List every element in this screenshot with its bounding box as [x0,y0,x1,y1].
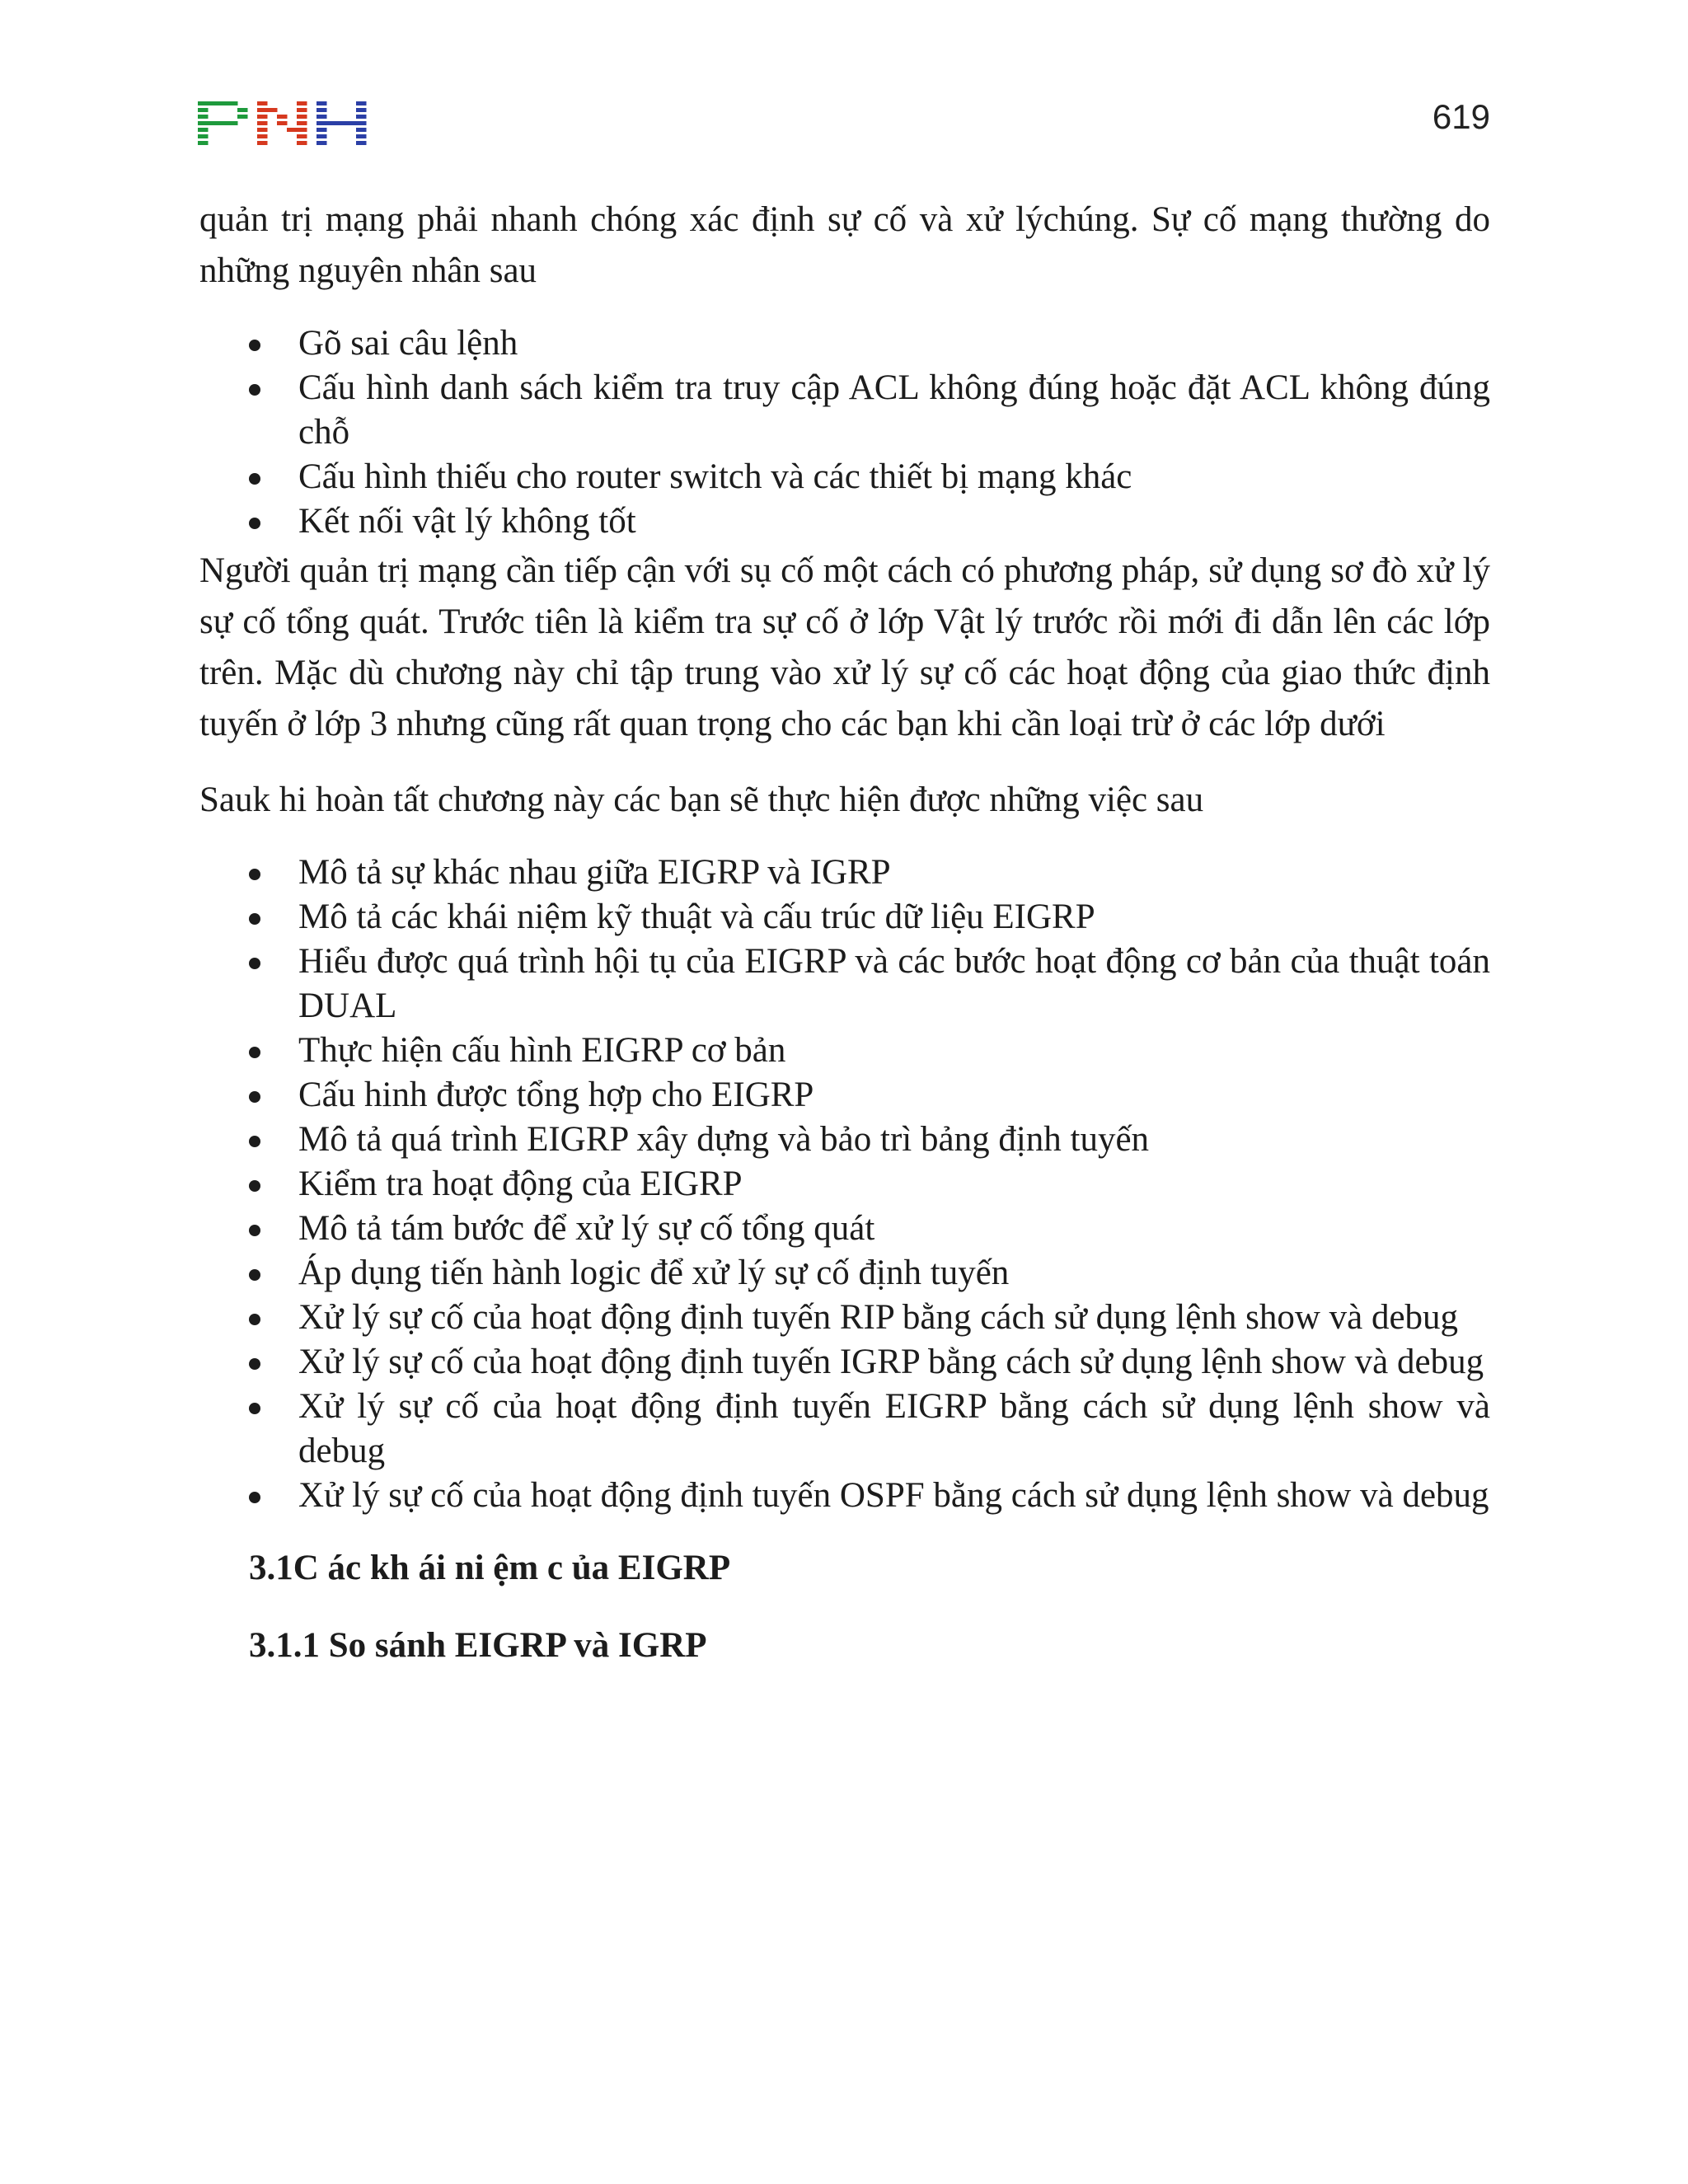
list-item [199,366,1490,455]
logo-stripe [316,108,327,112]
logo-stripe [356,115,367,119]
bullet-icon [249,1136,260,1147]
logo-stripe [198,141,209,145]
list-item-text: Xử lý sự cố của hoạt động định tuyến IGRP bằng cách sử dụng lệnh show và debug [298,1343,1484,1381]
objectives-list [199,851,1490,1518]
logo-stripe [257,121,268,125]
list-item [199,895,1490,940]
bullet-icon [249,1225,260,1236]
list-item-text: Cấu hình thiếu cho router switch và các thiết bị mạng khác [298,457,1132,496]
logo-stripe [198,134,209,138]
approach-paragraph: Người quản trị mạng cần tiếp cận với sụ cố một cách có phương pháp, sử dụng sơ đò xử lý sự cố tổng quát. Trước tiên là kiểm tra sự cố ở lớp Vật lý trước rồi mới đi dẫn lên các lớp trên. Mặc dù chương này chỉ tập trung vào xử lý sự cố các hoạt động của giao thức định tuyến ở lớp 3 nhưng cũng rất quan trọng cho các bạn khi cần loại trừ ở các lớp dưới [199,551,1490,743]
logo-stripe [257,141,268,145]
list-item [199,1296,1490,1340]
logo-stripe [316,128,327,132]
list-item [199,1340,1490,1385]
logo-stripe [198,121,209,125]
logo-stripe [297,141,307,145]
list-item-text: Cấu hinh được tổng hợp cho EIGRP [298,1076,814,1114]
list-item [199,1073,1490,1118]
bullet-icon [249,1358,260,1370]
list-item [199,1474,1490,1518]
logo-stripe [297,134,307,138]
logo-stripe [316,121,327,125]
causes-list [199,321,1490,544]
bullet-icon [249,1091,260,1103]
bullet-icon [249,384,260,396]
list-item-text: Xử lý sự cố của hoạt động định tuyến OSPF bằng cách sử dụng lệnh show và debug [298,1476,1489,1515]
logo-stripe [356,134,367,138]
logo-stripe [356,128,367,132]
logo-stripe [356,108,367,112]
list-item-text: Xử lý sự cố của hoạt động định tuyến RIP bằng cách sử dụng lệnh show và debug [298,1298,1459,1337]
list-item [199,455,1490,499]
bullet-icon [249,1269,260,1281]
list-item [199,321,1490,366]
logo-stripe [208,101,218,105]
bullet-icon [249,1047,260,1058]
logo-stripe [218,101,228,105]
pnh-logo [198,101,367,147]
list-item-text: Mô tả các khái niệm kỹ thuật và cấu trúc dữ liệu EIGRP [298,898,1095,936]
logo-stripe [297,108,307,112]
list-item-text: Kết nối vật lý không tốt [298,502,636,541]
logo-stripe [356,141,367,145]
subsection-heading: 3.1.1 So sánh EIGRP và IGRP [249,1626,707,1665]
bullet-icon [249,1180,260,1192]
list-item-text: Hiểu được quá trình hội tụ của EIGRP và các bước hoạt động cơ bản của thuật toán DUAL [298,942,1490,1025]
logo-stripe [198,101,209,105]
list-item-text: Thực hiện cấu hình EIGRP cơ bản [298,1031,786,1070]
logo-stripe [237,108,248,112]
logo-stripe [198,128,209,132]
bullet-icon [249,473,260,485]
list-item-text: Xử lý sự cố của hoạt động định tuyến EIGRP bằng cách sử dụng lệnh show và debug [298,1387,1490,1470]
list-item-text: Áp dụng tiến hành logic để xử lý sự cố định tuyến [298,1254,1010,1292]
logo-stripe [336,121,347,125]
logo-stripe [227,101,238,105]
logo-stripe [297,115,307,119]
bullet-icon [249,913,260,925]
logo-stripe [316,101,327,105]
logo-stripe [257,128,268,132]
logo-stripe [287,128,298,132]
logo-stripe [257,134,268,138]
logo-stripe [257,108,268,112]
logo-stripe [198,108,209,112]
list-item-text: Mô tả quá trình EIGRP xây dựng và bảo trì bảng định tuyến [298,1120,1150,1159]
list-item-text: Cấu hình danh sách kiểm tra truy cập ACL không đúng hoặc đặt ACL không đúng chỗ [298,368,1490,452]
bullet-icon [249,869,260,880]
logo-stripe [316,115,327,119]
logo-stripe [297,121,307,125]
objectives-intro: Sauk hi hoàn tất chương này các bạn sẽ thực hiện được những việc sau [199,780,1204,819]
page-content [199,194,1490,1671]
logo-stripe [227,121,238,125]
logo-stripe [316,134,327,138]
logo-stripe [297,128,307,132]
bullet-icon [249,1403,260,1414]
bullet-icon [249,1314,260,1325]
bullet-icon [249,340,260,351]
list-item-text: Mô tả sự khác nhau giữa EIGRP và IGRP [298,853,891,892]
logo-stripe [277,121,288,125]
list-item-text: Gõ sai câu lệnh [298,324,518,363]
logo-stripe [326,121,337,125]
list-item [199,851,1490,895]
logo-stripe [257,101,268,105]
logo-stripe [356,101,367,105]
list-item [199,1029,1490,1073]
list-item [199,499,1490,544]
list-item [199,1207,1490,1251]
list-item-text: Mô tả tám bước để xử lý sự cố tổng quát [298,1209,875,1248]
list-item [199,1385,1490,1474]
list-item [199,1162,1490,1207]
logo-stripe [277,115,288,119]
logo-stripe [237,115,248,119]
list-item [199,1118,1490,1162]
section-heading: 3.1C ác kh ái ni ệm c ủa EIGRP [249,1549,731,1587]
logo-stripe [297,101,307,105]
logo-stripe [198,115,209,119]
logo-stripe [257,115,268,119]
logo-stripe [316,141,327,145]
bullet-icon [249,518,260,529]
page-number: 619 [1432,97,1490,136]
list-item-text: Kiểm tra hoạt động của EIGRP [298,1165,743,1203]
logo-stripe [346,121,357,125]
logo-stripe [267,108,278,112]
logo-stripe [356,121,367,125]
bullet-icon [249,1492,260,1503]
list-item [199,940,1490,1029]
list-item [199,1251,1490,1296]
bullet-icon [249,958,260,969]
logo-stripe [208,121,218,125]
intro-paragraph: quản trị mạng phải nhanh chóng xác định sự cố và xử lýchúng. Sự cố mạng thường do những nguyên nhân sau [199,200,1490,290]
logo-stripe [218,121,228,125]
